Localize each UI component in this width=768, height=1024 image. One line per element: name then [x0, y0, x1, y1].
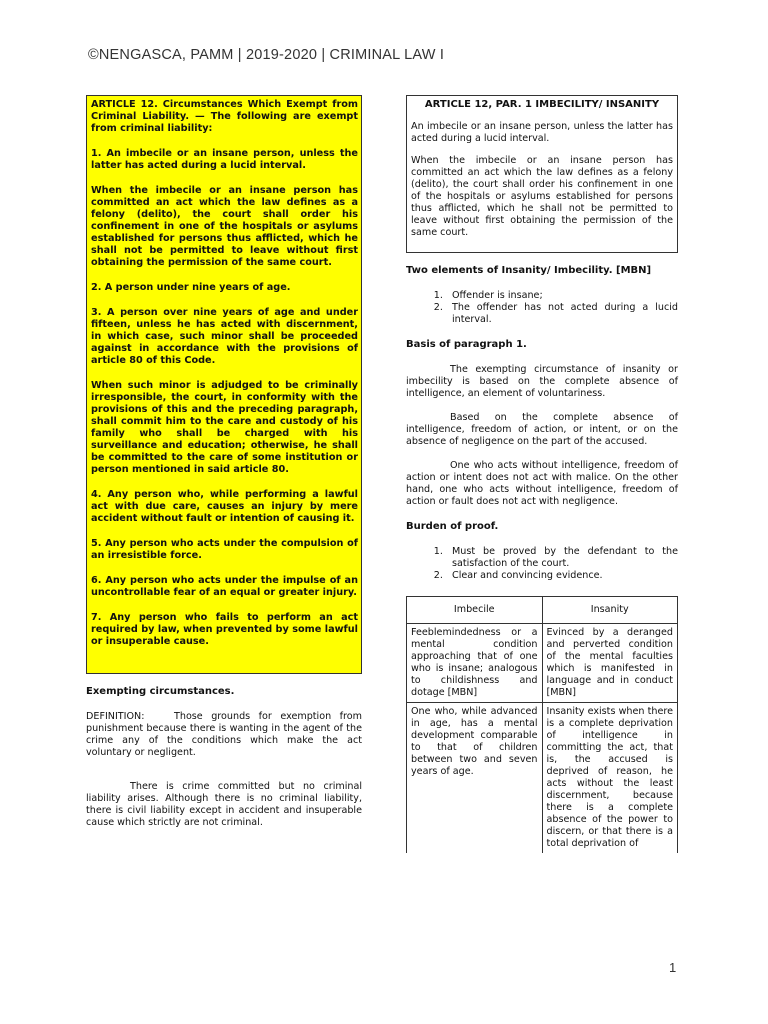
- article-12-par1-title: ARTICLE 12, PAR. 1 IMBECILITY/ INSANITY: [424, 99, 660, 110]
- article-12-intro: ARTICLE 12. Circumstances Which Exempt from Criminal Liability. — The following are exempt from criminal liability:: [91, 99, 358, 134]
- left-column: [86, 95, 362, 829]
- page-number: 1: [669, 960, 677, 975]
- table-cell: One who, while advanced in age, has a mental development comparable to that of children between two and seven years of age.: [407, 703, 543, 854]
- definition-label: DEFINITION:: [86, 711, 145, 722]
- elements-heading: Two elements of Insanity/ Imbecility. [MBN]: [406, 265, 652, 276]
- elements-list: [406, 290, 678, 326]
- table-cell: Insanity exists when there is a complete deprivation of intelligence in committing the act, that is, the accused is deprived of reason, he acts without the least discernment, because there is a complete absence of the power to discern, or that there is a total deprivation of: [542, 703, 678, 854]
- burden-of-proof-heading: Burden of proof.: [406, 521, 499, 532]
- article-12-item-6: 6. Any person who acts under the impulse of an uncontrollable fear of an equal or greater injury.: [91, 575, 358, 598]
- definition-paragraph: [86, 711, 362, 759]
- document-header: ©NENGASCA, PAMM | 2019-2020 | CRIMINAL LAW I: [88, 47, 445, 63]
- table-header-insanity: Insanity: [542, 597, 678, 624]
- article-12-par1-text-1: An imbecile or an insane person, unless the latter has acted during a lucid interval.: [411, 121, 673, 144]
- basis-paragraph-3: One who acts without intelligence, freedom of action or intent does not act with malice. On the other hand, one who acts without intelligence, freedom of action or fault does not act with negligence.: [406, 460, 678, 507]
- article-12-highlight-box: [86, 95, 362, 674]
- article-12-item-3: 3. A person over nine years of age and under fifteen, unless he has acted with discernment, in which case, such minor shall be proceeded against in accordance with the provisions of article 80 of this Code.: [91, 307, 358, 366]
- table-header-row: [407, 597, 678, 624]
- table-cell: Feeblemindedness or a mental condition approaching that of one who is insane; analogous to childishness and dotage [MBN]: [407, 624, 543, 703]
- list-item: 1. Must be proved by the defendant to the satisfaction of the court.: [446, 546, 678, 570]
- list-item: 1. Offender is insane;: [446, 290, 678, 302]
- crime-no-liability-paragraph: There is crime committed but no criminal liability arises. Although there is no criminal liability, there is civil liability except in accident and insuperable cause which strictly are not criminal.: [86, 781, 362, 828]
- article-12-par1-text-2: When the imbecile or an insane person has committed an act which the law defines as a felony (delito), the court shall order his confinement in one of the hospitals or asylums established for persons thus afflicted, which he shall not be permitted to leave without first obtaining the permission of the same court.: [411, 155, 673, 238]
- table-cell: Evinced by a deranged and perverted condition of the mental faculties which is manifested in language and in conduct [MBN]: [542, 624, 678, 703]
- article-12-item-4: 4. Any person who, while performing a lawful act with due care, causes an injury by mere accident without fault or intention of causing it.: [91, 489, 358, 524]
- burden-of-proof-list: [406, 546, 678, 582]
- exempting-circumstances-heading: Exempting circumstances.: [86, 686, 235, 697]
- table-header-imbecile: Imbecile: [407, 597, 543, 624]
- article-12-item-2: 2. A person under nine years of age.: [91, 282, 291, 293]
- basis-paragraph-2: Based on the complete absence of intelligence, freedom of action, or intent, or on the absence of negligence on the part of the accused.: [406, 412, 678, 447]
- article-12-item-1-confinement: When the imbecile or an insane person has committed an act which the law defines as a felony (delito), the court shall order his confinement in one of the hospitals or asylums established for persons thus afflicted, which he shall not be permitted to leave without first obtaining the permission of the same court.: [91, 185, 358, 268]
- article-12-item-7: 7. Any person who fails to perform an act required by law, when prevented by some lawful or insuperable cause.: [91, 612, 358, 647]
- basis-paragraph-1: The exempting circumstance of insanity or imbecility is based on the complete absence of intelligence, an element of voluntariness.: [406, 364, 678, 399]
- article-12-item-1: 1. An imbecile or an insane person, unless the latter has acted during a lucid interval.: [91, 148, 358, 171]
- article-12-item-5: 5. Any person who acts under the compulsion of an irresistible force.: [91, 538, 358, 561]
- definition-text: Those grounds for exemption from punishment because there is wanting in the agent of the crime any of the conditions which make the act voluntary or negligent.: [86, 711, 362, 758]
- list-item: 2. The offender has not acted during a lucid interval.: [446, 302, 678, 326]
- list-item: 2. Clear and convincing evidence.: [446, 570, 678, 582]
- article-12-item-3-minor: When such minor is adjudged to be criminally irresponsible, the court, in conformity with the provisions of this and the preceding paragraph, shall commit him to the care and custody of his family who shall be charged with his surveillance and education; otherwise, he shall be committed to the care of some institution or person mentioned in said article 80.: [91, 380, 358, 475]
- imbecile-insanity-table: [406, 596, 678, 853]
- table-row: [407, 703, 678, 854]
- table-row: [407, 624, 678, 703]
- right-column: [406, 95, 678, 853]
- basis-heading: Basis of paragraph 1.: [406, 339, 527, 350]
- article-12-par1-box: [406, 95, 678, 253]
